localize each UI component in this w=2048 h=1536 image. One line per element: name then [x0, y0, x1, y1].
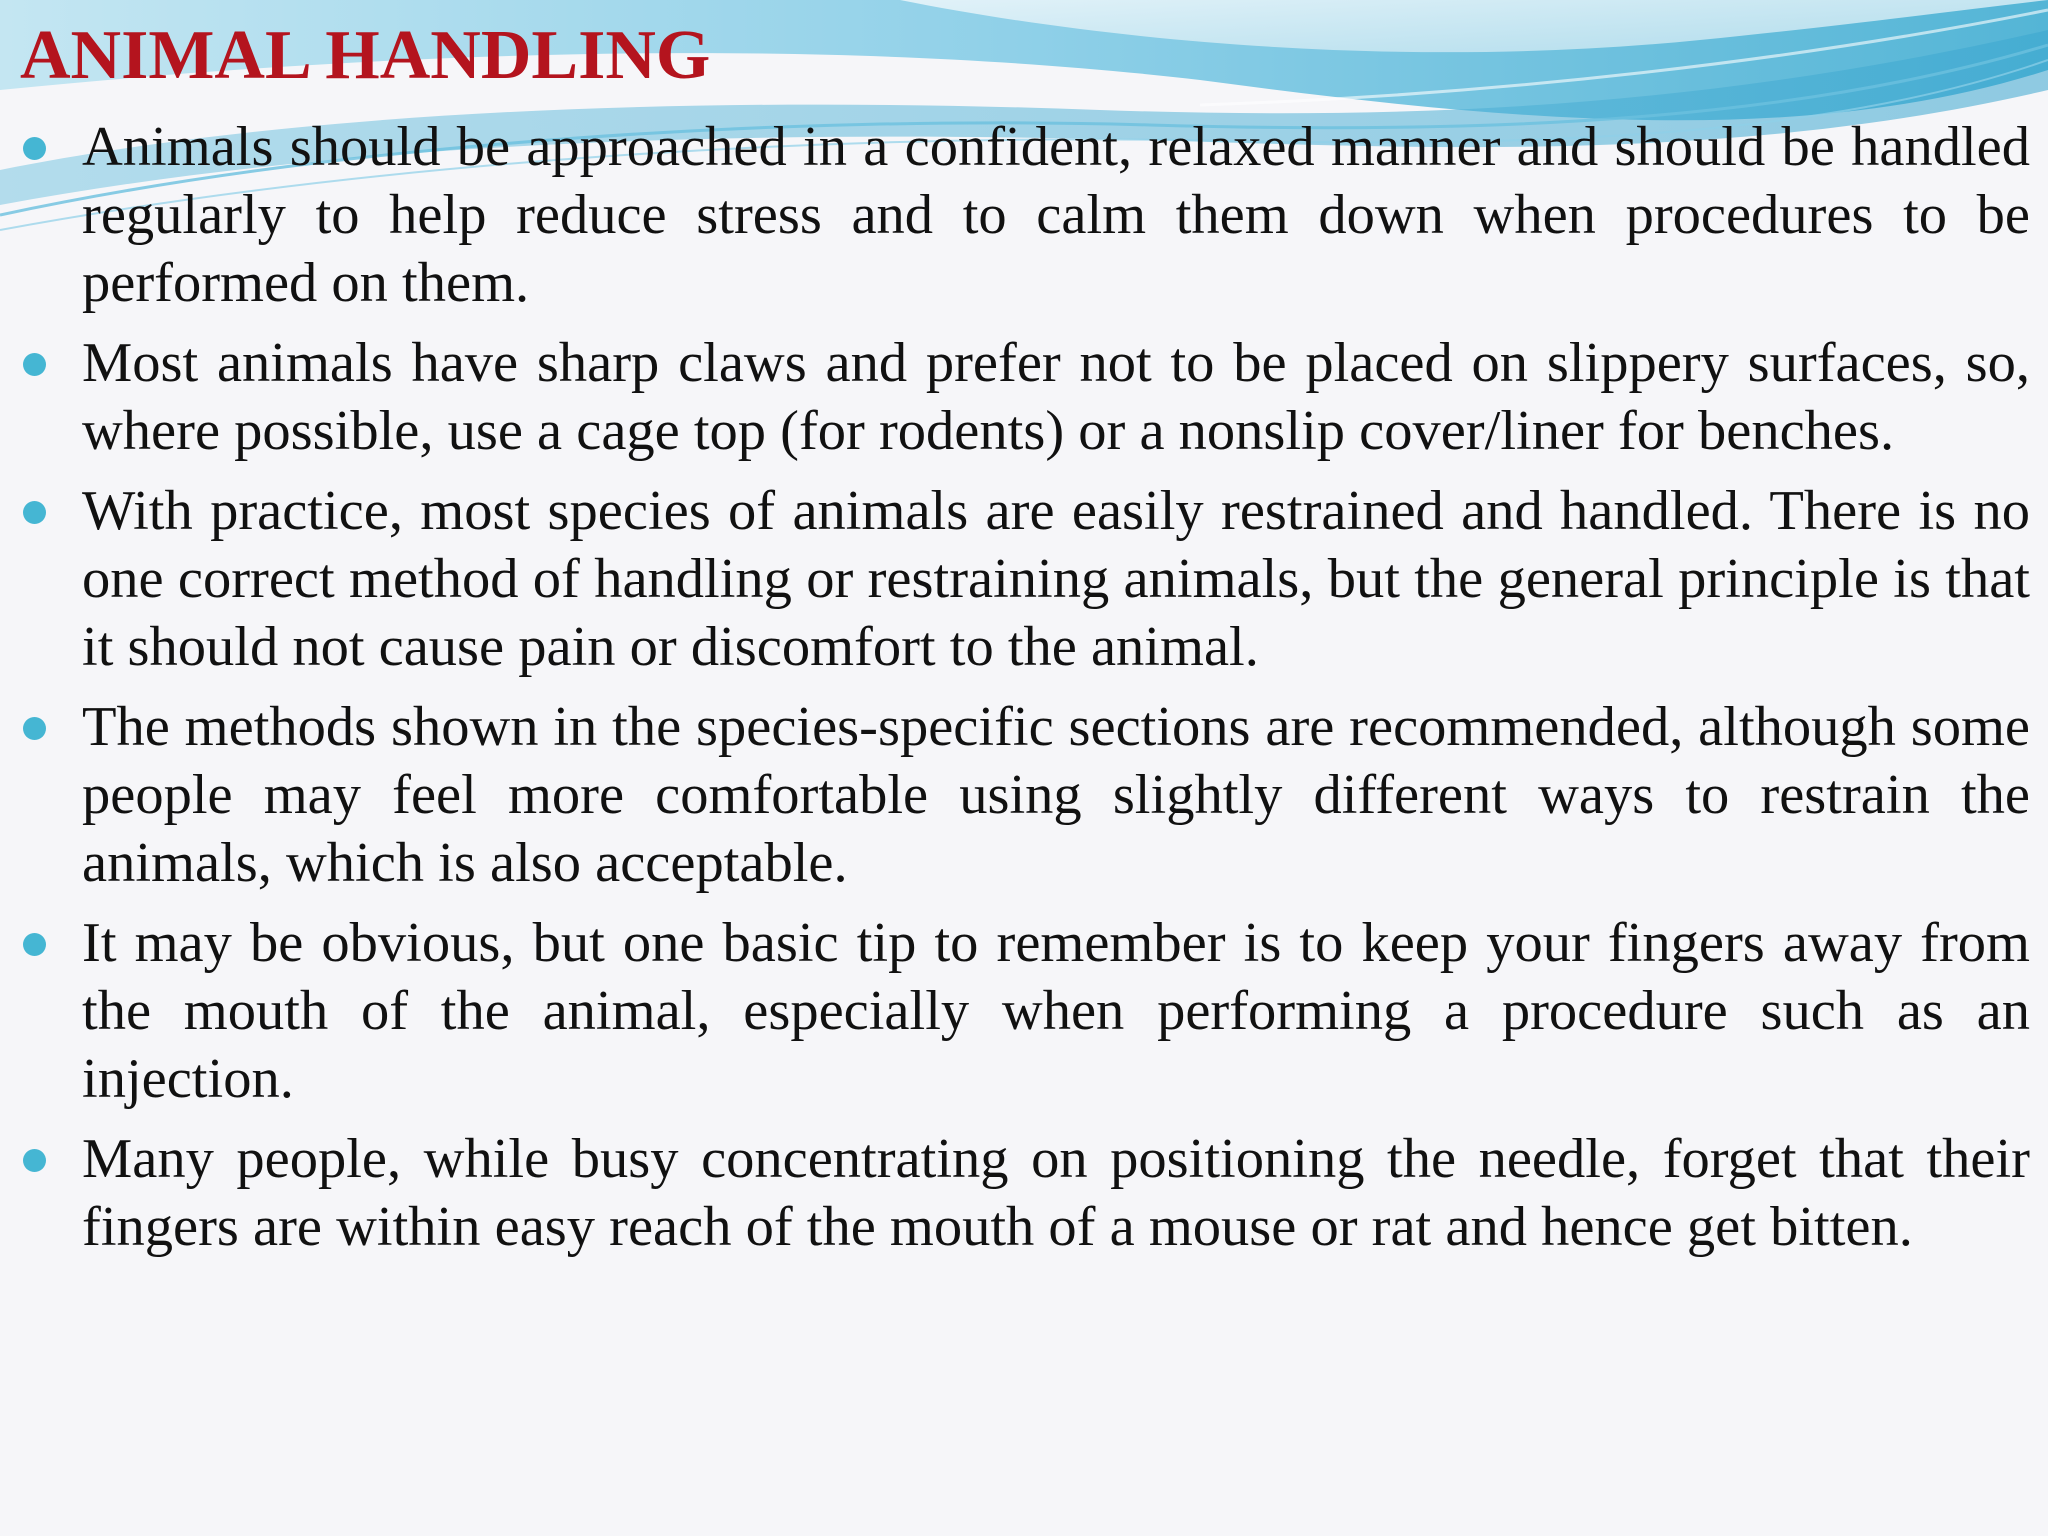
bullet-dot-icon — [23, 1149, 46, 1172]
bullet-dot-icon — [23, 933, 46, 956]
bullet-dot-icon — [23, 353, 46, 376]
bullet-dot-icon — [23, 137, 46, 160]
list-item — [0, 329, 2048, 465]
bullet-text: Most animals have sharp claws and prefer not to be placed on slippery surfaces, so, where possible, use a cage top (for rodents) or a nonslip cover/liner for benches. — [82, 332, 2030, 462]
slide-title: ANIMAL HANDLING — [20, 17, 711, 94]
bullet-text: Many people, while busy concentrating on positioning the needle, forget that their fingers are within easy reach of the mouth of a mouse or rat and hence get bitten. — [82, 1128, 2030, 1258]
bullet-dot-icon — [23, 717, 46, 740]
list-item — [0, 909, 2048, 1113]
bullet-dot-icon — [23, 501, 46, 524]
bullet-list — [0, 113, 2048, 1273]
list-item — [0, 693, 2048, 897]
bullet-text: With practice, most species of animals are easily restrained and handled. There is no one correct method of handling or restraining animals, but the general principle is that it should not cause pain or discomfort to the animal. — [82, 480, 2030, 678]
bullet-text: Animals should be approached in a confident, relaxed manner and should be handled regularly to help reduce stress and to calm them down when procedures to be performed on them. — [82, 116, 2030, 314]
list-item — [0, 477, 2048, 681]
list-item — [0, 113, 2048, 317]
list-item — [0, 1125, 2048, 1261]
bullet-text: The methods shown in the species-specific sections are recommended, although some people may feel more comfortable using slightly different ways to restrain the animals, which is also acceptable. — [82, 696, 2030, 894]
bullet-text: It may be obvious, but one basic tip to remember is to keep your fingers away from the mouth of the animal, especially when performing a procedure such as an injection. — [82, 912, 2030, 1110]
